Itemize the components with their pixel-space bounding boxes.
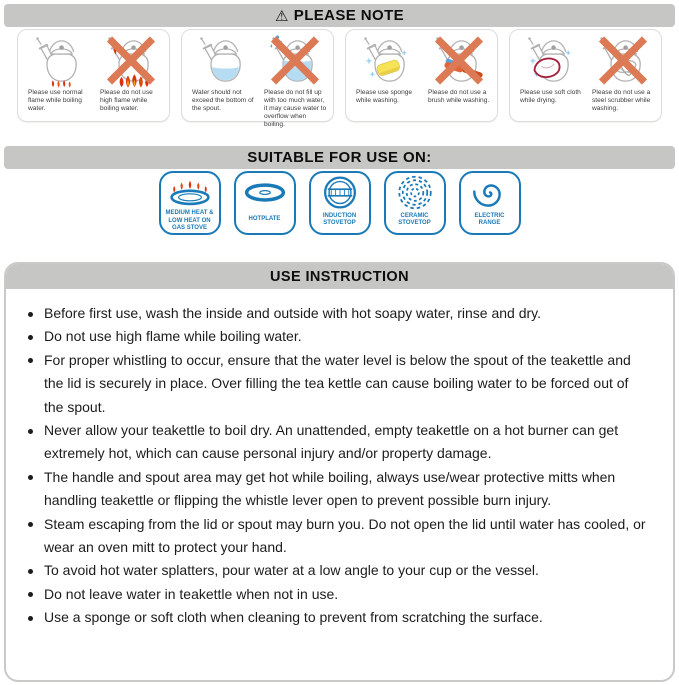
instruction-item: For proper whistling to occur, ensure that the water level is below the spout of the teakettle and the lid is securely in place. Over filling the tea kettle can cause boiling water to be forced out of the spout.: [26, 349, 651, 419]
electric-range-icon: [461, 175, 519, 210]
note-caption: Please use sponge while washing.: [356, 89, 413, 104]
stove-label: CERAMIC STOVETOP: [398, 212, 431, 226]
kettle-soft-cloth-icon: [518, 33, 584, 88]
please-note-header: [4, 4, 675, 27]
stove-card-hotplate: [234, 171, 296, 235]
note-caption: Water should not exceed the bottom of the spout.: [192, 89, 254, 112]
note-panel-flame: [17, 29, 170, 122]
please-note-panels: [0, 29, 679, 128]
instruction-item: To avoid hot water splatters, pour water at a low angle to your cup or the vessel.: [26, 559, 651, 582]
kettle-high-flame-crossed-icon: [98, 33, 164, 88]
note-caption: Please do not use a brush while washing.: [428, 89, 490, 104]
kettle-brush-crossed-icon: [426, 33, 492, 88]
instruction-item: Do not leave water in teakettle when not in use.: [26, 583, 651, 606]
gas-stove-icon: [161, 175, 219, 210]
hotplate-icon: [236, 175, 294, 210]
stove-card-electric: [459, 171, 521, 235]
note-caption: Please use normal flame while boiling water.: [28, 89, 83, 112]
stove-label: INDUCTION STOVETOP: [322, 212, 357, 226]
use-instruction-title: USE INSTRUCTION: [270, 268, 409, 285]
stove-label: ELECTRIC RANGE: [474, 212, 505, 226]
suitable-title: SUITABLE FOR USE ON:: [247, 149, 432, 166]
stove-card-induction: [309, 171, 371, 235]
stove-label: MEDIUM HEAT & LOW HEAT ON GAS STOVE: [165, 210, 214, 231]
use-instruction-header: [6, 264, 673, 289]
note-caption: Please do not use a steel scrubber while washing.: [592, 89, 651, 112]
ceramic-stovetop-icon: [386, 175, 444, 210]
note-caption: Please do not fill up with too much water, it may cause water to overflow when boiling.: [264, 89, 327, 128]
suitable-header: [4, 146, 675, 169]
instruction-item: Steam escaping from the lid or spout may burn you. Do not open the lid until water has cooled, or wear an oven mitt to protect your hand.: [26, 513, 651, 560]
warning-triangle-icon: ⚠: [274, 7, 289, 25]
use-instruction-section: [4, 262, 675, 682]
stove-label: HOTPLATE: [248, 216, 281, 223]
stove-card-gas: [159, 171, 221, 235]
instruction-item: Never allow your teakettle to boil dry. An unattended, empty teakettle on a hot burner can get extremely hot, which can cause personal injury and/or property damage.: [26, 419, 651, 466]
instruction-item: Use a sponge or soft cloth when cleaning to prevent from scratching the surface.: [26, 606, 651, 629]
instruction-list: [6, 289, 673, 630]
stove-card-ceramic: [384, 171, 446, 235]
instruction-item: Before first use, wash the inside and outside with hot soapy water, rinse and dry.: [26, 302, 651, 325]
suitable-stove-row: [0, 171, 679, 235]
kettle-steel-scrubber-crossed-icon: [590, 33, 656, 88]
note-panel-water-level: [181, 29, 334, 128]
kettle-overfilled-crossed-icon: [262, 33, 328, 88]
instruction-item: The handle and spout area may get hot while boiling, always use/wear protective mitts when handling teakettle or flipping the whistle lever open to prevent possible burn injury.: [26, 466, 651, 513]
kettle-normal-flame-icon: [26, 33, 92, 88]
please-note-title: PLEASE NOTE: [293, 7, 405, 24]
note-caption: Please use soft cloth while drying.: [520, 89, 581, 104]
kettle-sponge-icon: [354, 33, 420, 88]
note-caption: Please do not use high flame while boiling water.: [100, 89, 153, 112]
note-panel-washing: [345, 29, 498, 122]
kettle-correct-water-level-icon: [190, 33, 256, 88]
note-panel-drying: [509, 29, 662, 122]
instruction-item: Do not use high flame while boiling water.: [26, 325, 651, 348]
induction-stovetop-icon: [311, 175, 369, 210]
